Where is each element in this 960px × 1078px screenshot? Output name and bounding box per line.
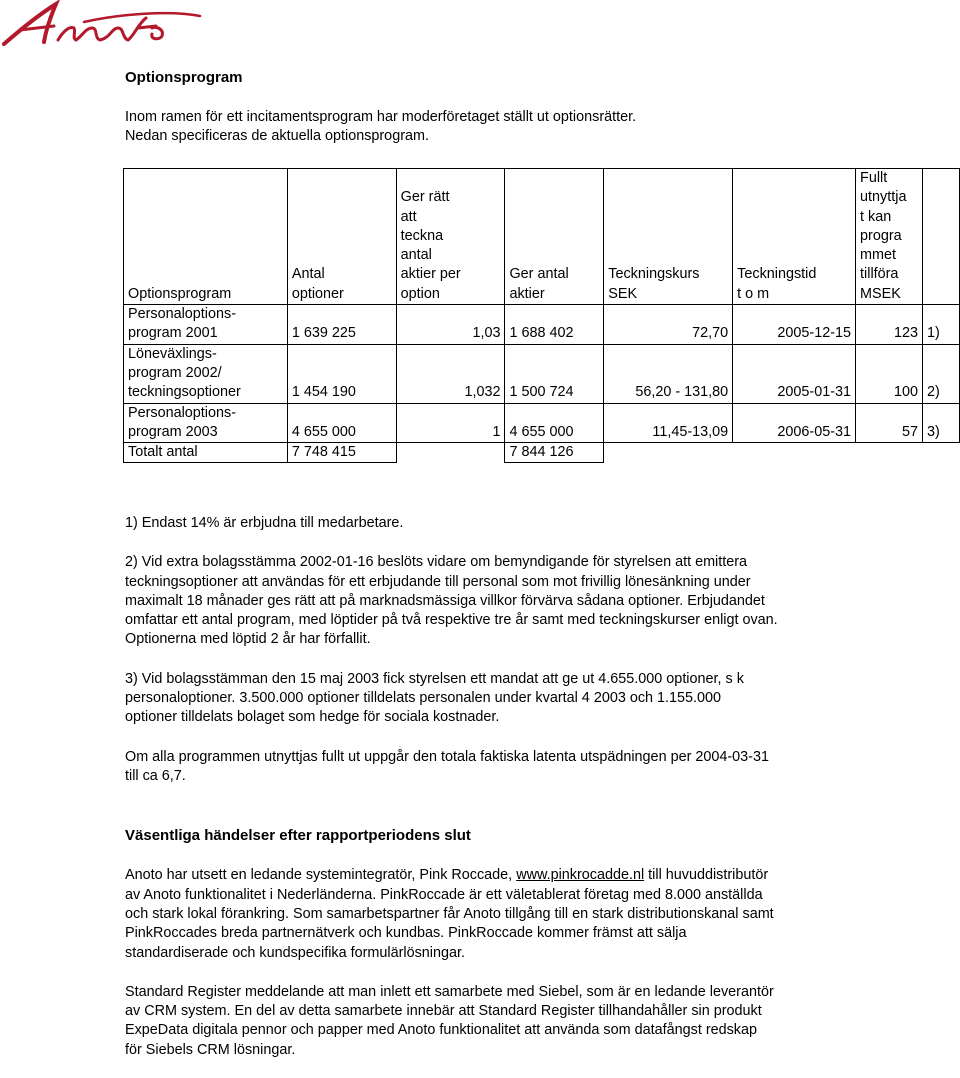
pinkroccade-text: Anoto har utsett en ledande systemintegratör, Pink Roccade, bbox=[125, 867, 517, 884]
empty-cell bbox=[733, 443, 856, 463]
table-row bbox=[124, 344, 960, 403]
dilution-line: Om alla programmen utnyttjas fullt ut uppgår den totala faktiska latenta utspädningen per 2004-03-31 bbox=[125, 748, 769, 765]
pinkroccade-text: till huvuddistributör bbox=[644, 867, 769, 884]
header-cell: Antal optioner bbox=[287, 169, 396, 305]
header-cell: Ger antal aktier bbox=[505, 169, 604, 305]
empty-cell bbox=[856, 443, 923, 463]
header-cell: Teckningskurs SEK bbox=[604, 169, 733, 305]
shares-count-cell: 1 688 402 bbox=[505, 305, 604, 345]
program-cell: Personaloptions- program 2003 bbox=[124, 403, 288, 443]
footnote-3 bbox=[125, 670, 915, 728]
shares-per-option-cell: 1 bbox=[396, 403, 505, 443]
options-count-cell: 1 454 190 bbox=[287, 344, 396, 403]
header-cell bbox=[923, 169, 960, 305]
table-row bbox=[124, 403, 960, 443]
shares-per-option-cell: 1,03 bbox=[396, 305, 505, 345]
footnote-2 bbox=[125, 553, 915, 649]
empty-cell bbox=[604, 443, 733, 463]
footnote-1: 1) Endast 14% är erbjudna till medarbetare. bbox=[125, 515, 404, 531]
events-heading: Väsentliga händelser efter rapportperiodens slut bbox=[125, 827, 471, 845]
strike-price-cell: 11,45-13,09 bbox=[604, 403, 733, 443]
anoto-logo bbox=[0, 0, 205, 56]
pinkroccade-line: av Anoto funktionalitet i Nederländerna. PinkRoccade är ett väletablerat företag med 8.000 anställda bbox=[125, 886, 763, 903]
footnote-2-line: omfattar ett antal program, med löptider på två respektive tre år samt med teckningskurser enligt ovan. bbox=[125, 612, 778, 629]
pinkroccade-line: och stark lokal förankring. Som samarbetspartner får Anoto tillgång till en stark distributionskanal samt bbox=[125, 905, 774, 922]
total-shares-cell: 7 844 126 bbox=[505, 443, 604, 463]
program-cell: Löneväxlings- program 2002/ teckningsoptioner bbox=[124, 344, 288, 403]
program-cell: Personaloptions- program 2001 bbox=[124, 305, 288, 345]
table-header-row bbox=[124, 169, 960, 305]
total-options-cell: 7 748 415 bbox=[287, 443, 396, 463]
notes-section bbox=[125, 514, 915, 1060]
dilution-paragraph bbox=[125, 748, 915, 787]
empty-cell bbox=[396, 443, 505, 463]
header-cell: Optionsprogram bbox=[124, 169, 288, 305]
footnote-3-line: 3) Vid bolagsstämman den 15 maj 2003 fick styrelsen ett mandat att ge ut 4.655.000 optioner, s k bbox=[125, 670, 744, 687]
shares-count-cell: 4 655 000 bbox=[505, 403, 604, 443]
standard-register-line: ExpeData digitala pennor och papper med Anoto funktionalitet att använda som datafångst redskap bbox=[125, 1022, 758, 1039]
footnote-3-line: optioner tilldelats bolaget som hedge för sociala kostnader. bbox=[125, 709, 500, 726]
standard-register-line: Standard Register meddelande att man inlett ett samarbete med Siebel, som är en ledande leverantör bbox=[125, 983, 774, 1000]
dilution-line: till ca 6,7. bbox=[125, 767, 186, 784]
footnote-2-line: maximalt 18 månader ges rätt att på marknadsmässiga villkor förvärva sådana optioner. Erbjudandet bbox=[125, 592, 765, 609]
pinkroccade-link[interactable]: www.pinkrocadde.nl bbox=[516, 867, 645, 884]
msek-cell: 57 bbox=[856, 403, 923, 443]
footnote-3-line: personaloptioner. 3.500.000 optioner tilldelats personalen under kvartal 4 2003 och 1.155.000 bbox=[125, 690, 722, 707]
footnote-ref-cell: 1) bbox=[923, 305, 960, 345]
expiry-cell: 2006-05-31 bbox=[733, 403, 856, 443]
table-total-row bbox=[124, 443, 960, 463]
footnote-2-line: Optionerna med löptid 2 år har förfallit. bbox=[125, 631, 371, 648]
msek-cell: 100 bbox=[856, 344, 923, 403]
msek-cell: 123 bbox=[856, 305, 923, 345]
standard-register-paragraph bbox=[125, 983, 915, 1060]
options-count-cell: 1 639 225 bbox=[287, 305, 396, 345]
options-count-cell: 4 655 000 bbox=[287, 403, 396, 443]
footnote-ref-cell: 3) bbox=[923, 403, 960, 443]
header-cell: Fullt utnyttja t kan progra mmet tillföra MSEK bbox=[856, 169, 923, 305]
empty-cell bbox=[923, 443, 960, 463]
footnote-2-line: teckningsoptioner att användas för ett erbjudande till personal som mot frivillig lönesänkning under bbox=[125, 573, 751, 590]
section-options bbox=[125, 68, 925, 147]
pinkroccade-line: PinkRoccades breda partnernätverk och kundbas. PinkRoccade kommer främst att sälja bbox=[125, 925, 687, 942]
header-cell: Ger rätt att teckna antal aktier per option bbox=[396, 169, 505, 305]
pinkroccade-paragraph bbox=[125, 866, 915, 962]
shares-per-option-cell: 1,032 bbox=[396, 344, 505, 403]
expiry-cell: 2005-01-31 bbox=[733, 344, 856, 403]
options-table bbox=[123, 168, 960, 463]
standard-register-line: av CRM system. En del av detta samarbete innebär att Standard Register tillhandahåller sin produkt bbox=[125, 1003, 762, 1020]
standard-register-line: för Siebels CRM lösningar. bbox=[125, 1041, 296, 1058]
options-intro-line-2: Nedan specificeras de aktuella optionsprogram. bbox=[125, 128, 429, 145]
strike-price-cell: 72,70 bbox=[604, 305, 733, 345]
footnote-2-line: 2) Vid extra bolagsstämma 2002-01-16 beslöts vidare om bemyndigande för styrelsen att emittera bbox=[125, 554, 748, 571]
options-heading: Optionsprogram bbox=[125, 69, 243, 86]
header-cell: Teckningstid t o m bbox=[733, 169, 856, 305]
options-intro-line-1: Inom ramen för ett incitamentsprogram har moderföretaget ställt ut optionsrätter. bbox=[125, 109, 637, 126]
pinkroccade-line bbox=[125, 866, 915, 885]
table-row bbox=[124, 305, 960, 345]
pinkroccade-line: standardiserade och kundspecifika formulärlösningar. bbox=[125, 944, 465, 961]
expiry-cell: 2005-12-15 bbox=[733, 305, 856, 345]
footnote-ref-cell: 2) bbox=[923, 344, 960, 403]
shares-count-cell: 1 500 724 bbox=[505, 344, 604, 403]
total-label-cell: Totalt antal bbox=[124, 443, 288, 463]
strike-price-cell: 56,20 - 131,80 bbox=[604, 344, 733, 403]
